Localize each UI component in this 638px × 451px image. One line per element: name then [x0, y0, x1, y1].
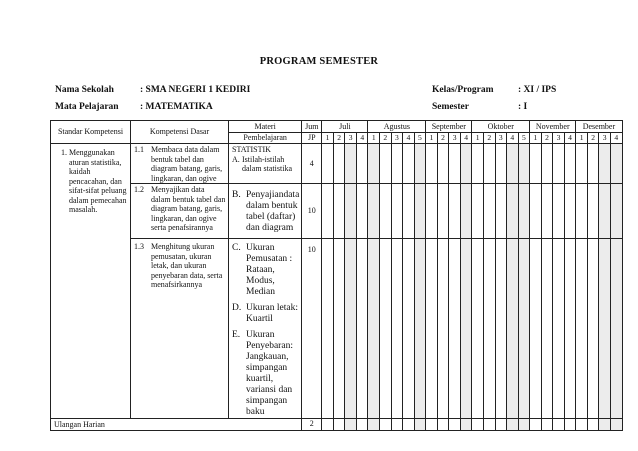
week-cell: [541, 239, 553, 419]
week-cell: [391, 239, 403, 419]
subject-label: Mata Pelajaran: [55, 102, 119, 112]
header-sk: Standar Kompetensi: [51, 121, 131, 144]
week-cell: [368, 419, 380, 431]
week-number: 1: [368, 133, 380, 144]
week-cell: [322, 144, 334, 184]
week-cell: [414, 184, 426, 239]
week-cell: [403, 144, 415, 184]
week-number: 5: [518, 133, 530, 144]
week-cell: [541, 144, 553, 184]
week-cell: [507, 419, 519, 431]
week-cell: [322, 184, 334, 239]
week-cell: [587, 184, 599, 239]
month-header: September: [426, 121, 472, 133]
week-cell: [599, 419, 611, 431]
week-number: 4: [403, 133, 415, 144]
week-cell: [610, 419, 622, 431]
materi-cell-3: [229, 239, 302, 419]
header-jum: Jum: [302, 121, 322, 133]
week-number: 3: [449, 133, 461, 144]
semester-label: Semester: [432, 102, 469, 112]
week-cell: [518, 144, 530, 184]
week-cell: [495, 184, 507, 239]
week-cell: [483, 239, 495, 419]
week-cell: [518, 239, 530, 419]
week-cell: [403, 239, 415, 419]
week-cell: [576, 419, 588, 431]
week-cell: [368, 239, 380, 419]
week-cell: [426, 184, 438, 239]
week-cell: [391, 419, 403, 431]
week-cell: [333, 144, 345, 184]
week-cell: [610, 144, 622, 184]
class-value: : XI / IPS: [518, 85, 557, 95]
week-cell: [391, 144, 403, 184]
subject-value: : MATEMATIKA: [140, 102, 213, 112]
week-cell: [530, 419, 542, 431]
week-number: 2: [333, 133, 345, 144]
week-number: 1: [472, 133, 484, 144]
week-cell: [426, 239, 438, 419]
week-number: 4: [610, 133, 622, 144]
week-cell: [507, 184, 519, 239]
week-number: 3: [391, 133, 403, 144]
materi-text: Penyajiandata dalam bentuk tabel (daftar) dan diagram: [246, 189, 300, 233]
week-cell: [449, 144, 461, 184]
kd-number: 1.2: [134, 185, 144, 194]
week-cell: [472, 184, 484, 239]
week-number: 1: [322, 133, 334, 144]
week-cell: [599, 239, 611, 419]
materi-letter: D.: [232, 303, 242, 313]
month-header: November: [530, 121, 576, 133]
week-number: 4: [564, 133, 576, 144]
week-number: 4: [356, 133, 368, 144]
week-cell: [414, 239, 426, 419]
week-number: 1: [576, 133, 588, 144]
week-cell: [322, 239, 334, 419]
week-cell: [472, 419, 484, 431]
week-cell: [380, 144, 392, 184]
class-label: Kelas/Program: [432, 85, 494, 95]
month-header: Juli: [322, 121, 368, 133]
week-cell: [530, 239, 542, 419]
week-cell: [414, 419, 426, 431]
week-cell: [356, 144, 368, 184]
week-cell: [587, 419, 599, 431]
week-cell: [391, 184, 403, 239]
week-cell: [333, 239, 345, 419]
week-cell: [414, 144, 426, 184]
week-cell: [356, 184, 368, 239]
week-cell: [564, 184, 576, 239]
week-number: 4: [507, 133, 519, 144]
week-cell: [472, 144, 484, 184]
week-cell: [356, 239, 368, 419]
week-cell: [576, 239, 588, 419]
week-cell: [483, 419, 495, 431]
kd-text: Menghitung ukuran pemusatan, ukuran letak, dan ukuran penyebaran data, serta menafsirkannya: [151, 242, 223, 289]
header-pembelajaran: Pembelajaran: [229, 133, 302, 144]
week-number: 2: [437, 133, 449, 144]
week-cell: [518, 184, 530, 239]
week-number: 1: [530, 133, 542, 144]
week-cell: [380, 184, 392, 239]
materi-heading: STATISTIK: [232, 145, 271, 154]
school-label: Nama Sekolah: [55, 85, 114, 95]
week-cell: [368, 144, 380, 184]
week-number: 1: [426, 133, 438, 144]
week-cell: [460, 184, 472, 239]
week-cell: [345, 419, 357, 431]
sk-cell: [51, 144, 131, 419]
week-cell: [460, 144, 472, 184]
kd-text: Membaca data dalam bentuk tabel dan diagram batang, garis, lingkaran, dan ogive: [151, 145, 223, 183]
week-cell: [460, 419, 472, 431]
week-number: 2: [541, 133, 553, 144]
ulangan-label: Ulangan Harian: [51, 419, 302, 431]
week-cell: [403, 184, 415, 239]
week-cell: [507, 144, 519, 184]
header-jp: JP: [302, 133, 322, 144]
month-header: Desember: [576, 121, 622, 133]
week-cell: [576, 144, 588, 184]
week-cell: [564, 144, 576, 184]
materi-cell-1: [229, 144, 302, 184]
kd-text: Menyajikan data dalam bentuk tabel dan diagram batang, garis, lingkaran, dan ogive serta penafsirannya: [151, 185, 226, 232]
week-number: 3: [345, 133, 357, 144]
week-cell: [426, 419, 438, 431]
week-number: 3: [495, 133, 507, 144]
week-cell: [449, 184, 461, 239]
week-cell: [553, 239, 565, 419]
week-cell: [460, 239, 472, 419]
week-cell: [437, 419, 449, 431]
jp-cell-2: 10: [302, 184, 322, 239]
week-cell: [553, 144, 565, 184]
week-cell: [380, 419, 392, 431]
week-cell: [426, 144, 438, 184]
week-cell: [530, 184, 542, 239]
week-cell: [507, 239, 519, 419]
materi-cell-2: [229, 184, 302, 239]
week-cell: [483, 184, 495, 239]
ulangan-jp: 2: [302, 419, 322, 431]
week-number: 2: [380, 133, 392, 144]
week-number: 3: [599, 133, 611, 144]
week-number: 4: [460, 133, 472, 144]
week-cell: [403, 419, 415, 431]
materi-letter: A.: [232, 154, 240, 164]
materi-text: Ukuran Pemusatan : Rataan, Modus, Median: [246, 243, 293, 297]
week-number: 2: [483, 133, 495, 144]
week-cell: [541, 184, 553, 239]
week-cell: [333, 419, 345, 431]
week-cell: [495, 239, 507, 419]
week-cell: [437, 184, 449, 239]
week-cell: [553, 419, 565, 431]
jp-cell-1: 4: [302, 144, 322, 184]
materi-text: Ukuran Penyebaran: Jangkauan, simpangan kuartil, variansi dan simpangan baku: [246, 330, 293, 417]
week-cell: [449, 239, 461, 419]
week-cell: [449, 419, 461, 431]
week-cell: [437, 239, 449, 419]
week-cell: [333, 184, 345, 239]
materi-letter: B.: [232, 189, 241, 200]
week-cell: [495, 144, 507, 184]
week-cell: [610, 239, 622, 419]
week-cell: [576, 184, 588, 239]
week-cell: [610, 184, 622, 239]
school-value: : SMA NEGERI 1 KEDIRI: [140, 85, 251, 95]
week-cell: [495, 419, 507, 431]
jp-cell-3: 10: [302, 239, 322, 419]
kd-number: 1.3: [134, 242, 144, 251]
materi-text: Istilah-istilah dalam statistika: [242, 154, 292, 173]
week-cell: [345, 184, 357, 239]
month-header: Agustus: [368, 121, 426, 133]
week-cell: [322, 419, 334, 431]
week-cell: [345, 239, 357, 419]
week-cell: [518, 419, 530, 431]
program-semester-table: [50, 120, 623, 431]
header-kd: Kompetensi Dasar: [131, 121, 229, 144]
kd-cell-3: [131, 239, 229, 419]
week-cell: [530, 144, 542, 184]
kd-cell-1: [131, 144, 229, 184]
week-cell: [553, 184, 565, 239]
week-cell: [541, 419, 553, 431]
week-cell: [587, 144, 599, 184]
week-cell: [587, 239, 599, 419]
week-cell: [599, 184, 611, 239]
week-cell: [564, 239, 576, 419]
kd-cell-2: [131, 184, 229, 239]
materi-letter: C.: [232, 243, 241, 253]
week-number: 5: [414, 133, 426, 144]
semester-value: : I: [518, 102, 528, 112]
header-materi: Materi: [229, 121, 302, 133]
week-cell: [564, 419, 576, 431]
materi-text: Ukuran letak: Kuartil: [246, 303, 298, 324]
week-cell: [368, 184, 380, 239]
month-header: Oktober: [472, 121, 530, 133]
week-cell: [356, 419, 368, 431]
kd-number: 1.1: [134, 145, 144, 154]
week-number: 3: [553, 133, 565, 144]
week-cell: [472, 239, 484, 419]
week-cell: [380, 239, 392, 419]
page-title: PROGRAM SEMESTER: [259, 56, 379, 67]
week-cell: [345, 144, 357, 184]
week-cell: [483, 144, 495, 184]
week-number: 2: [587, 133, 599, 144]
week-cell: [599, 144, 611, 184]
week-cell: [437, 144, 449, 184]
sk-item: 1. Menggunakan aturan statistika, kaidah pencacahan, dan sifat-sifat peluang dalam pemecahan masalah.: [69, 148, 128, 215]
materi-letter: E.: [232, 330, 241, 340]
